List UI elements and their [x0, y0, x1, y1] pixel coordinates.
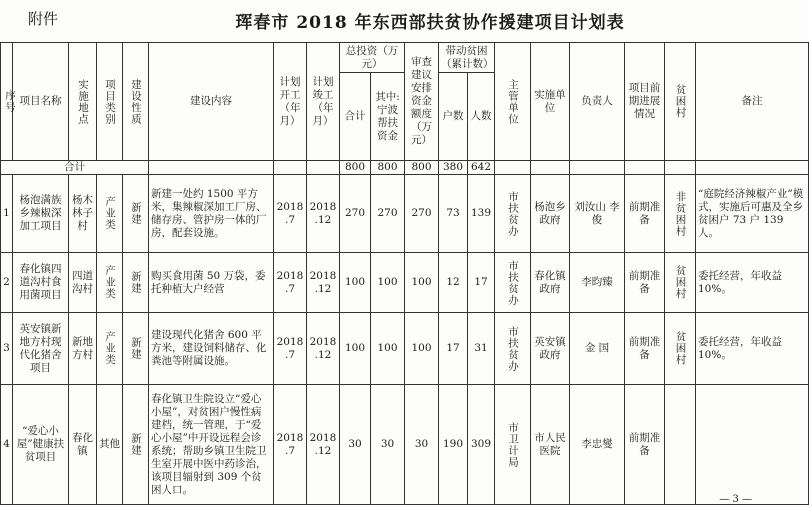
col-name: 项目名称	[13, 43, 69, 161]
project-content: 新建一处约 1500 平方米，集辣椒深加工厂房、储存房、管护房一体的厂房，配套设施。	[149, 175, 274, 253]
col-approved: 审查建议安排资金额度（万元）	[405, 43, 439, 161]
header-row-1	[1, 43, 809, 73]
project-content: 春化镇卫生院设立“爱心小屋”，对贫困户慢性病建档，统一管理，于“爱心小屋”中开设远程会诊系统；帮助乡镇卫生院卫生室开展中医中药诊治，该项目辐射到 309 个贫困人口。	[149, 385, 274, 505]
attachment-label: 附件	[28, 10, 59, 28]
col-persons: 人数	[468, 73, 495, 161]
table-row: 4 “爱心小屋”健康扶贫项目 春化镇 其他 新建 春化镇卫生院设立“爱心小屋”，对贫困户慢性病建档，统一管理，于“爱心小屋”中开设远程会诊系统；帮助乡镇卫生院卫生室开展中医中药诊治，该项目辐射到 309 个贫困人口。 2018 .7 2018 .12 30 30 30 190 309 市卫计局 市人民医院 李忠燮 前期准备	[1, 385, 809, 505]
total-ningbo: 800	[371, 161, 405, 175]
col-location: 实施地点	[69, 43, 97, 161]
table-row: 2 春化镇四道沟村食用菌项目 四道沟村 产业类 新建 购买食用菌 50 万袋，委托种植大户经营 2018 .7 2018 .12 100 100 100 12 17 市扶贫办 春化镇政府 李昀臻 前期准备 贫困村 委托经营，年收益 10%。	[1, 253, 809, 313]
total-row	[1, 161, 809, 175]
project-name: 杨泡满族乡辣椒深加工项目	[13, 175, 69, 253]
col-content: 建设内容	[149, 43, 274, 161]
total-persons: 642	[468, 161, 495, 175]
col-executor: 实施单位	[531, 43, 570, 161]
col-end: 计划竣工（年月）	[307, 43, 340, 161]
project-location: 新地方村	[69, 313, 97, 385]
project-location: 春化镇	[69, 385, 97, 505]
col-village: 贫困村	[665, 43, 696, 161]
total-households: 380	[439, 161, 468, 175]
project-plan-table	[0, 42, 809, 505]
total-approved: 800	[405, 161, 439, 175]
project-name: “爱心小屋”健康扶贫项目	[13, 385, 69, 505]
total-label: 合计	[1, 161, 149, 175]
col-start: 计划开工（年月）	[274, 43, 307, 161]
col-invest-total: 合计	[340, 73, 371, 161]
table-row: 3 英安镇新地方村现代化猪舍项目 新地方村 产业类 新建 建设现代化猪舍 600 平方米，建设饲料储存、化粪池等附属设施。 2018 .7 2018 .12 100 100 100 17 31 市扶贫办 英安镇政府 金 国 前期准备 贫困村 委托经营，年收益 10%。	[1, 313, 809, 385]
project-location: 四道沟村	[69, 253, 97, 313]
page-number: — 3 —	[719, 494, 752, 505]
col-poor-group: 带动贫困（累计数）	[439, 43, 495, 73]
col-seq: 序号	[1, 43, 13, 161]
col-dept: 主管单位	[495, 43, 531, 161]
col-households: 户数	[439, 73, 468, 161]
col-invest-group: 总投资（万元）	[340, 43, 405, 73]
project-name: 春化镇四道沟村食用菌项目	[13, 253, 69, 313]
col-leader: 负责人	[570, 43, 625, 161]
project-name: 英安镇新地方村现代化猪舍项目	[13, 313, 69, 385]
col-invest-ningbo: 其中:宁波帮扶资金	[371, 73, 405, 161]
col-category: 项目类别	[97, 43, 123, 161]
table-row: 1 杨泡满族乡辣椒深加工项目 杨木林子村 产业类 新建 新建一处约 1500 平方米，集辣椒深加工厂房、储存房、管护房一体的厂房，配套设施。 2018 .7 2018 .12 270 270 270 73 139 市扶贫办 杨泡乡政府 刘汝山 李俊 前期准备 非贫困村 “庭院经济辣椒产业”模式，实施后可惠及全乡贫困户 73 户 139 人。	[1, 175, 809, 253]
project-content: 建设现代化猪舍 600 平方米，建设饲料储存、化粪池等附属设施。	[149, 313, 274, 385]
document-title: 珲春市 2018 年东西部扶贫协作援建项目计划表	[235, 13, 625, 33]
col-progress: 项目前期进展情况	[625, 43, 665, 161]
project-location: 杨木林子村	[69, 175, 97, 253]
total-invest: 800	[340, 161, 371, 175]
project-content: 购买食用菌 50 万袋，委托种植大户经营	[149, 253, 274, 313]
col-remarks: 备注	[696, 43, 809, 161]
col-nature: 建设性质	[123, 43, 149, 161]
